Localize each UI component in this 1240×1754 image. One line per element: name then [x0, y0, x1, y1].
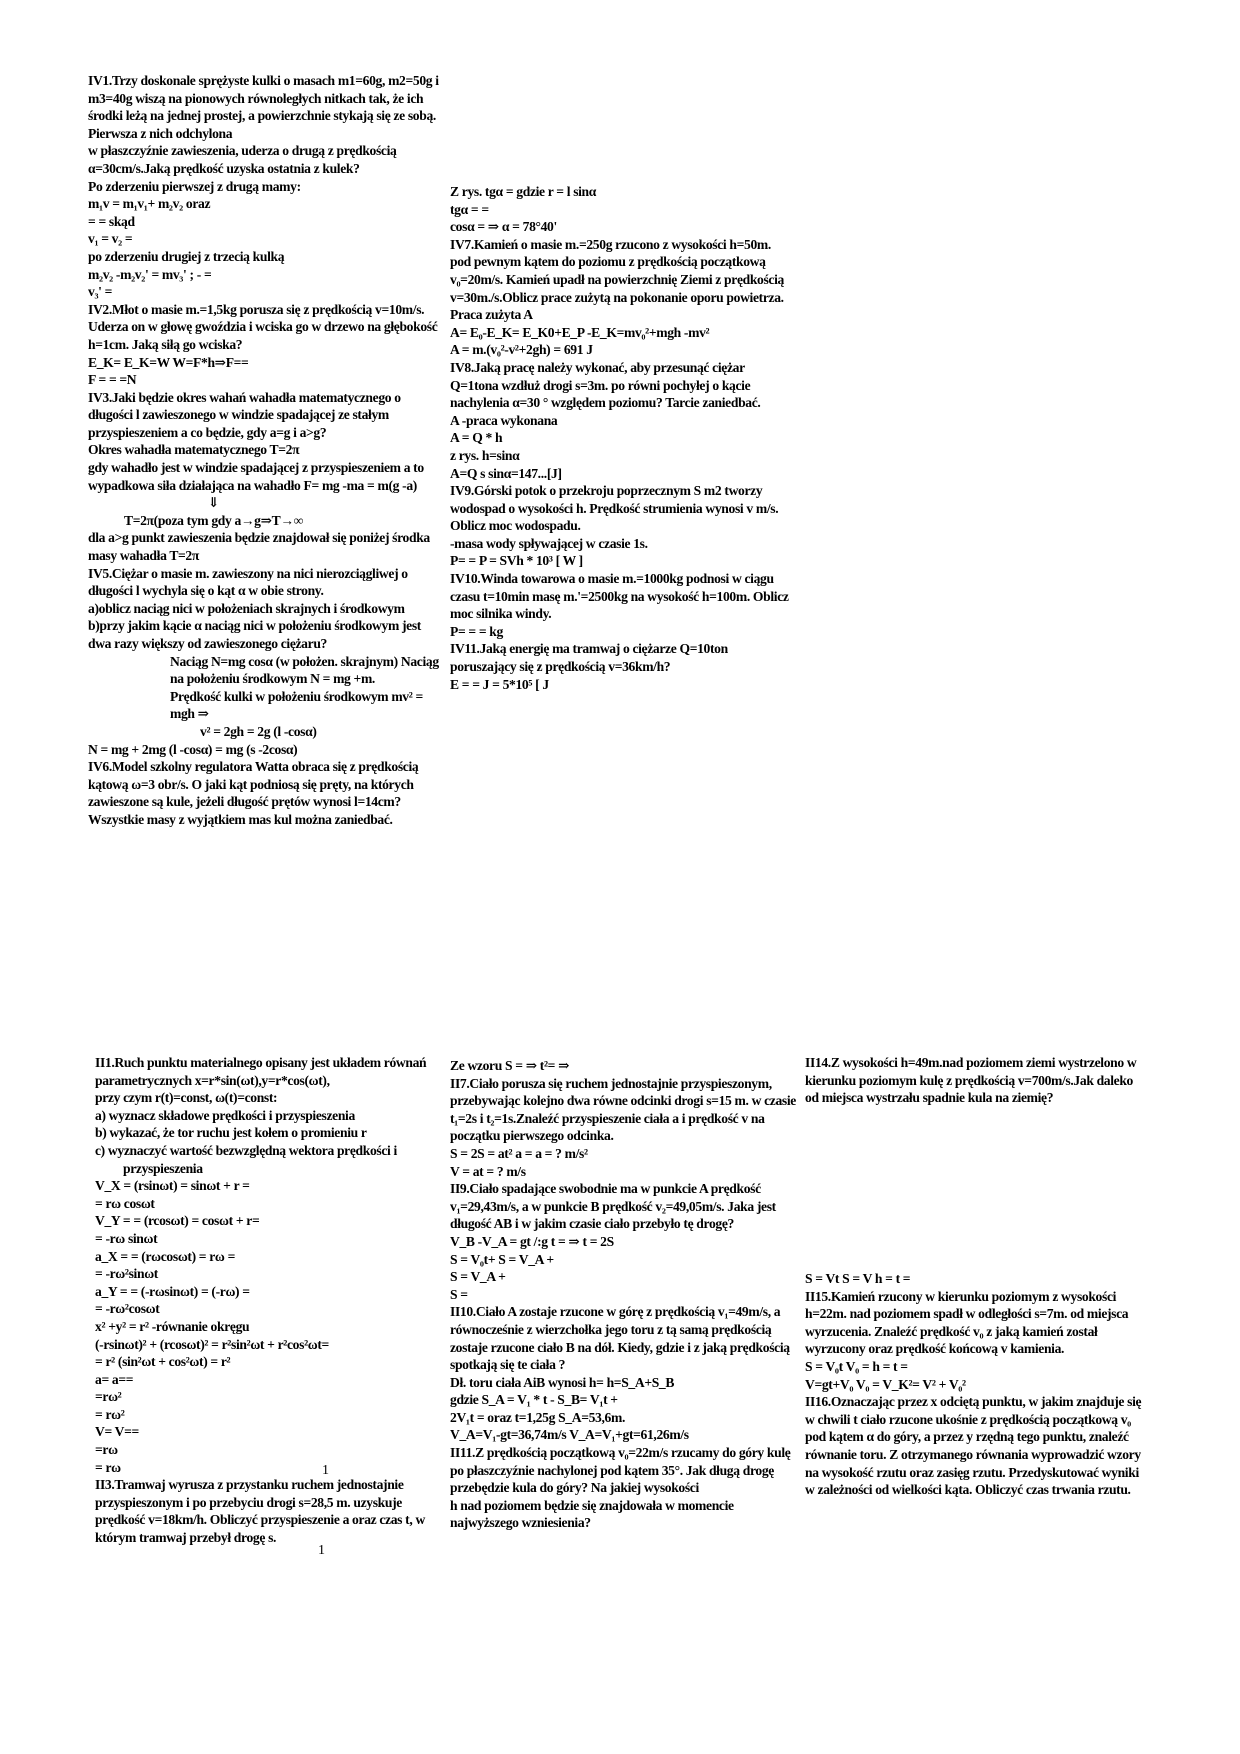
text-line: Naciąg N=mg cosα (w położen. skrajnym) Naciąg na położeniu środkowym N = mg +m.	[170, 653, 439, 687]
text-line: IV9.Górski potok o przekroju poprzecznym S m2 tworzy wodospad o wysokości h. Prędkość strumienia wynosi v m/s. Oblicz moc wodospadu.	[450, 483, 779, 534]
text-line: IV11.Jaką energię ma tramwaj o ciężarze Q=10ton poruszający się z prędkością v=36km/h?	[450, 641, 728, 675]
text-line: S = V₀t+ S = V_A +	[450, 1251, 554, 1267]
text-line: = -rω sinωt	[95, 1230, 158, 1246]
text-line: tgα = =	[450, 201, 489, 217]
text-line: A= E₀-E_K= E_K0+E_P -E_K=mv₀²+mgh -mv²	[450, 324, 710, 340]
text-line: = rω	[95, 1459, 121, 1475]
column-right-bottom-solutions	[805, 1270, 1145, 1499]
text-line: a) wyznacz składowe prędkości i przyspieszenia	[95, 1107, 355, 1123]
text-line: II16.Oznaczając przez x odciętą punktu, w jakim znajduje się w chwili t ciało rzucone ukośnie z prędkością początkową v₀ pod kątem α do góry, a przez y rzędną tego punktu, znaleźć równanie toru. Z otrzymanego równania wyprowadzić wzory na wysokość rzutu oraz zasięg rzutu. Przedyskutować wyniki w zależności od wielkości kąta. Obliczyć czas trwania rzutu.	[805, 1394, 1142, 1498]
text-line: II1.Ruch punktu materialnego opisany jest układem równań parametrycznych x=r*sin(ωt),y=r*cos(ωt),	[95, 1055, 427, 1088]
column-right-top	[450, 183, 794, 693]
text-line: S = V₀t V₀ = h = t =	[805, 1358, 908, 1374]
text-line: II14.Z wysokości h=49m.nad poziomem ziemi wystrzelono w kierunku poziomym kulę z prędkością v=700m/s.Jak daleko od miejsca wystrzału spadnie kula na ziemię?	[805, 1055, 1137, 1106]
text-line: V=gt+V₀ V₀ = V_K²= V² + V₀²	[805, 1376, 966, 1392]
text-line: a)oblicz naciąg nici w położeniach skrajnych i środkowym	[88, 600, 405, 616]
text-line: przy czym r(t)=const, ω(t)=const:	[95, 1090, 278, 1106]
text-line: x² +y² = r² -równanie okręgu	[95, 1318, 250, 1334]
text-line: IV6.Model szkolny regulatora Watta obraca się z prędkością kątową ω=3 obr/s. O jaki kąt podniosą się pręty, na których zawieszone są kule, jeżeli długość prętów wynosi l=14cm? Wszystkie masy z wyjątkiem mas kul można zaniedbać.	[88, 759, 419, 827]
text-line: = -rω²cosωt	[95, 1301, 160, 1317]
text-line: Dł. toru ciała AiB wynosi h= h=S_A+S_B	[450, 1374, 675, 1390]
text-line: v₃' =	[88, 284, 113, 300]
text-line: P= = P = SVh * 10³ [ W ]	[450, 553, 583, 569]
text-line: = -rω²sinωt	[95, 1266, 158, 1282]
text-line: Prędkość kulki w położeniu środkowym mv² = mgh ⇒	[170, 688, 423, 722]
text-line: II11.Z prędkością początkową v₀=22m/s rzucamy do góry kulę po płaszczyźnie nachylonej pod kątem 35°. Jak długą drogę przebędzie kula do góry? Na jakiej wysokości	[450, 1445, 791, 1496]
text-line: Praca zużyta A	[450, 307, 533, 323]
text-line: dla a>g punkt zawieszenia będzie znajdował się poniżej środka masy wahadła T=2π	[88, 530, 430, 564]
text-line: S = Vt S = V h = t =	[805, 1271, 911, 1286]
text-line: m₁v = m₁v₁+ m₂v₂ oraz	[88, 196, 211, 212]
text-line: V= V==	[95, 1424, 139, 1440]
text-line: T=2π(poza tym gdy a→g⇒T→∞	[124, 512, 303, 528]
text-line: 2V₁t = oraz t=1,25g S_A=53,6m.	[450, 1409, 626, 1425]
text-line: A -praca wykonana	[450, 412, 558, 428]
text-line: cosα = ⇒ α = 78°40'	[450, 219, 557, 235]
column-right-bottom-problem-ii14	[805, 1054, 1145, 1107]
text-line: Ze wzoru S = ⇒ t²= ⇒	[450, 1058, 570, 1073]
text-line: Po zderzeniu pierwszej z drugą mamy:	[88, 178, 301, 194]
text-line: m₂v₂ -m₂v₂' = mv₃' ; - =	[88, 266, 212, 282]
text-line: =rω	[95, 1442, 118, 1458]
text-line: V = at = ? m/s	[450, 1163, 526, 1179]
text-line: c) wyznaczyć wartość bezwzględną wektora prędkości i przyspieszenia	[95, 1142, 397, 1176]
text-line: S =	[450, 1286, 468, 1302]
text-line: = rω cosωt	[95, 1195, 155, 1211]
text-line: IV10.Winda towarowa o masie m.=1000kg podnosi w ciągu czasu t=10min masę m.'=2500kg na wysokość h=100m. Oblicz	[450, 571, 789, 604]
text-line: (-rsinωt)² + (rcosωt)² = r²sin²ωt + r²cos²ωt=	[95, 1336, 329, 1352]
text-line: moc silnika windy.	[450, 606, 552, 622]
text-line: = = skąd	[88, 213, 135, 229]
text-line: P= = = kg	[450, 623, 503, 639]
text-line: II15.Kamień rzucony w kierunku poziomym z wysokości h=22m. nad poziomem spadł w odległości s=7m. od miejsca wyrzucenia. Znaleźć prędkość v₀ z jaką kamień został wyrzucony oraz prędkość końcową v kamienia.	[805, 1288, 1129, 1357]
text-line: S = 2S = at² a = a = ? m/s²	[450, 1145, 588, 1161]
text-line: b)przy jakim kącie α naciąg nici w położeniu środkowym jest dwa razy większy od zawieszonego ciężaru?	[88, 618, 421, 651]
text-line: IV1.Trzy doskonale sprężyste kulki o masach m1=60g, m2=50g i m3=40g wiszą na pionowych równoległych nitkach tak, że ich środki leżą na jednej prostej, a powierzchnie stykają się ze sobą. Pierwsza z nich odchylona	[88, 73, 439, 141]
text-line: a= a==	[95, 1371, 134, 1387]
text-line: Z rys. tgα = gdzie r = l sinα	[450, 184, 597, 199]
text-line: = r² (sin²ωt + cos²ωt) = r²	[95, 1354, 231, 1370]
text-line: -masa wody spływającej w czasie 1s.	[450, 535, 648, 551]
text-line: A = m.(v₀²-v²+2gh) = 691 J	[450, 342, 593, 358]
text-line: V_A=V₁-gt=36,74m/s V_A=V₁+gt=61,26m/s	[450, 1427, 689, 1443]
text-line: IV7.Kamień o masie m.=250g rzucono z wysokości h=50m. pod pewnym kątem do poziomu z prędkością początkową v₀=20m/s. Kamień upadł na powierzchnię Ziemi z prędkością v=30m./s.Oblicz prace zużytą na pokonanie oporu powietrza.	[450, 236, 784, 305]
text-line: A=Q s sinα=147...[J]	[450, 465, 562, 481]
fraction-numerator-1: 1	[318, 1543, 325, 1558]
text-line: E_K= E_K=W W=F*h⇒F==	[88, 354, 249, 370]
text-line: gdy wahadło jest w windzie spadającej z przyspieszeniem a to wypadkowa siła działająca na wahadło F= mg -ma = m(g -a)	[88, 460, 424, 493]
text-line: gdzie S_A = V₁ * t - S_B= V₁t +	[450, 1392, 618, 1408]
text-line: b) wykazać, że tor ruchu jest kołem o promieniu r	[95, 1125, 367, 1141]
text-line: II3.Tramwaj wyrusza z przystanku ruchem jednostajnie przyspieszonym i po przebyciu drogi s=28,5 m. uzyskuje prędkość v=18km/h. Obliczyć przyspieszenie a oraz czas t, w którym tramwaj przebył drogę s.	[95, 1477, 425, 1546]
text-line: h nad poziomem będzie się znajdowała w momencie najwyższego wzniesienia?	[450, 1497, 734, 1531]
column-left-top	[88, 72, 440, 829]
text-line: II7.Ciało porusza się ruchem jednostajnie przyspieszonym, przebywając kolejno dwa równe odcinki drogi s=15 m. w czasie t₁=2s i t₂=1s.Znaleźć przyspieszenie ciała a i prędkość v na początku pierwszego odcinka.	[450, 1075, 796, 1144]
text-line: v₁ = v₂ =	[88, 231, 133, 247]
text-line: =rω²	[95, 1389, 122, 1405]
text-line: Okres wahadła matematycznego T=2π	[88, 442, 300, 458]
text-line: V_B -V_A = gt /:g t = ⇒ t = 2S	[450, 1233, 614, 1249]
text-line: A = Q * h	[450, 430, 503, 446]
text-line: IV2.Młot o masie m.=1,5kg porusza się z prędkością v=10m/s. Uderza on w głowę gwoździa i wciska go w drzewo na głębokość h=1cm. Jaką siłą go wciska?	[88, 301, 438, 352]
text-line: II10.Ciało A zostaje rzucone w górę z prędkością v₁=49m/s, a równocześnie z wierzchołka jego toru z tą samą prędkością zostaje rzucone ciało B na dół. Kiedy, gdzie i z jaką prędkością spotkają się te ciała ?	[450, 1304, 790, 1373]
text-line: ⇓	[208, 495, 220, 511]
text-line: E = = J = 5*10⁵ [ J	[450, 676, 549, 692]
text-line: IV5.Ciężar o masie m. zawieszony na nici nierozciągliwej o długości l wychyla się o kąt α w obie strony.	[88, 565, 408, 599]
text-line: II9.Ciało spadające swobodnie ma w punkcie A prędkość v₁=29,43m/s, a w punkcie B prędkość v₂=49,05m/s. Jaka jest długość AB i w jakim czasie ciało przebyło tę drogę?	[450, 1181, 776, 1232]
column-middle-bottom	[450, 1057, 798, 1532]
text-line: V_Y = = (rcosωt) = cosωt + r=	[95, 1213, 260, 1229]
text-line: V_X = (rsinωt) = sinωt + r =	[95, 1178, 250, 1194]
text-line: IV8.Jaką pracę należy wykonać, aby przesunąć ciężar Q=1tona wzdłuż drogi s=3m. po równi pochyłej o kącie nachylenia α=30 ° względem poziomu? Tarcie zaniedbać.	[450, 359, 761, 411]
text-line: a_Y = = (-rωsinωt) = (-rω) =	[95, 1283, 250, 1299]
text-line: S = V_A +	[450, 1269, 506, 1285]
text-line: a_X = = (rωcosωt) = rω =	[95, 1248, 235, 1264]
text-line: N = mg + 2mg (l -cosα) = mg (s -2cosα)	[88, 741, 298, 757]
text-line: F = = =N	[88, 372, 137, 388]
text-line: IV3.Jaki będzie okres wahań wahadła matematycznego o długości l zawieszonego w windzie spadającej ze stałym przyspieszeniem a co będzie, gdy a=g i a>g?	[88, 389, 401, 440]
column-left-bottom	[95, 1054, 435, 1547]
text-line: z rys. h=sinα	[450, 447, 520, 463]
text-line: po zderzeniu drugiej z trzecią kulką	[88, 248, 285, 264]
text-line: = rω²	[95, 1406, 125, 1422]
text-line: v² = 2gh = 2g (l -cosα)	[200, 723, 317, 739]
fraction-numerator-1: 1	[322, 1463, 329, 1478]
text-line: w płaszczyźnie zawieszenia, uderza o drugą z prędkością α=30cm/s.Jaką prędkość uzyska ostatnia z kulek?	[88, 143, 397, 176]
